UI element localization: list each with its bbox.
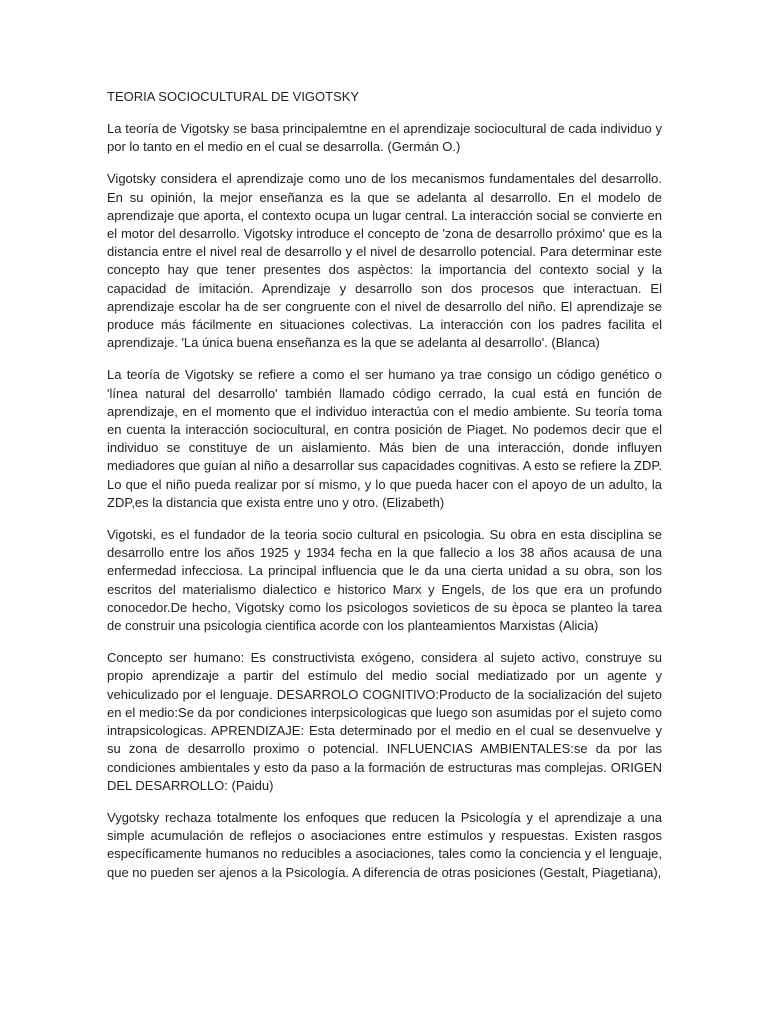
paragraph-elizabeth: La teoría de Vigotsky se refiere a como el ser humano ya trae consigo un código genético o 'línea natural del desarrollo' también llamado código cerrado, la cual está en función de aprendizaje, en el momento que el individuo interactúa con el medio ambiente. Su teoría toma en cuenta la interacción sociocultural, en contra posición de Piaget. No podemos decir que el individuo se constituye de un aislamiento. Más bien de una interacción, donde influyen mediadores que guían al niño a desarrollar sus capacidades cognitivas. A esto se refiere la ZDP. Lo que el niño pueda realizar por sí mismo, y lo que pueda hacer con el apoyo de un adulto, la ZDP,es la distancia que exista entre uno y otro. (Elizabeth)	[107, 367, 662, 510]
document-title: TEORIA SOCIOCULTURAL DE VIGOTSKY	[107, 89, 360, 104]
paragraph-vygotsky-rechaza: Vygotsky rechaza totalmente los enfoques que reducen la Psicología y el aprendizaje a una simple acumulación de reflejos o asociaciones entre estímulos y respuestas. Existen rasgos específicamente humanos no reducibles a asociaciones, tales como la conciencia y el lenguaje, que no pueden ser ajenos a la Psicología. A diferencia de otras posiciones (Gestalt, Piagetiana),	[107, 809, 662, 880]
paragraph-blanca: Vigotsky considera el aprendizaje como uno de los mecanismos fundamentales del desarrollo. En su opinión, la mejor enseñanza es la que se adelanta al desarrollo. En el modelo de aprendizaje que aporta, el contexto ocupa un lugar central. La interacción social se convierte en el motor del desarrollo. Vigotsky introduce el concepto de 'zona de desarrollo próximo' que es la distancia entre el nivel real de desarrollo y el nivel de desarrollo potencial. Para determinar este concepto hay que tener presentes dos aspèctos: la importancia del contexto social y la capacidad de imitación. Aprendizaje y desarrollo son dos procesos que interactuan. El aprendizaje escolar ha de ser congruente con el nivel de desarrollo del niño. El aprendizaje se produce más fácilmente en situaciones colectivas. La interacción con los padres facilita el aprendizaje. 'La única buena enseñanza es la que se adelanta al desarrollo'. (Blanca)	[107, 171, 662, 351]
paragraph-german: La teoría de Vigotsky se basa principalemtne en el aprendizaje sociocultural de cada individuo y por lo tanto en el medio en el cual se desarrolla. (Germán O.)	[107, 121, 662, 155]
document-page	[107, 88, 662, 896]
paragraph-alicia: Vigotski, es el fundador de la teoria socio cultural en psicologia. Su obra en esta disciplina se desarrollo entre los años 1925 y 1934 fecha en la que fallecio a los 38 años acausa de una enfermedad infecciosa. La principal influencia que le da una cierta unidad a su obra, son los escritos del materialismo dialectico e historico Marx y Engels, de los que era un profundo conocedor.De hecho, Vigotsky como los psicologos sovieticos de su època se planteo la tarea de construir una psicologia cientifica acorde con los planteamientos Marxistas (Alicia)	[107, 527, 662, 634]
paragraph-paidu: Concepto ser humano: Es constructivista exógeno, considera al sujeto activo, construye su propio aprendizaje a partir del estímulo del medio social mediatizado por un agente y vehiculizado por el lenguaje. DESARROLO COGNITIVO:Producto de la socialización del sujeto en el medio:Se da por condiciones interpsicologicas que luego son asumidas por el sujeto como intrapsicologicas. APRENDIZAJE: Esta determinado por el medio en el cual se desenvuelve y su zona de desarrollo proximo o potencial. INFLUENCIAS AMBIENTALES:se da por las condiciones ambientales y esto da paso a la formación de estructuras mas complejas. ORIGEN DEL DESARROLLO: (Paidu)	[107, 650, 662, 793]
